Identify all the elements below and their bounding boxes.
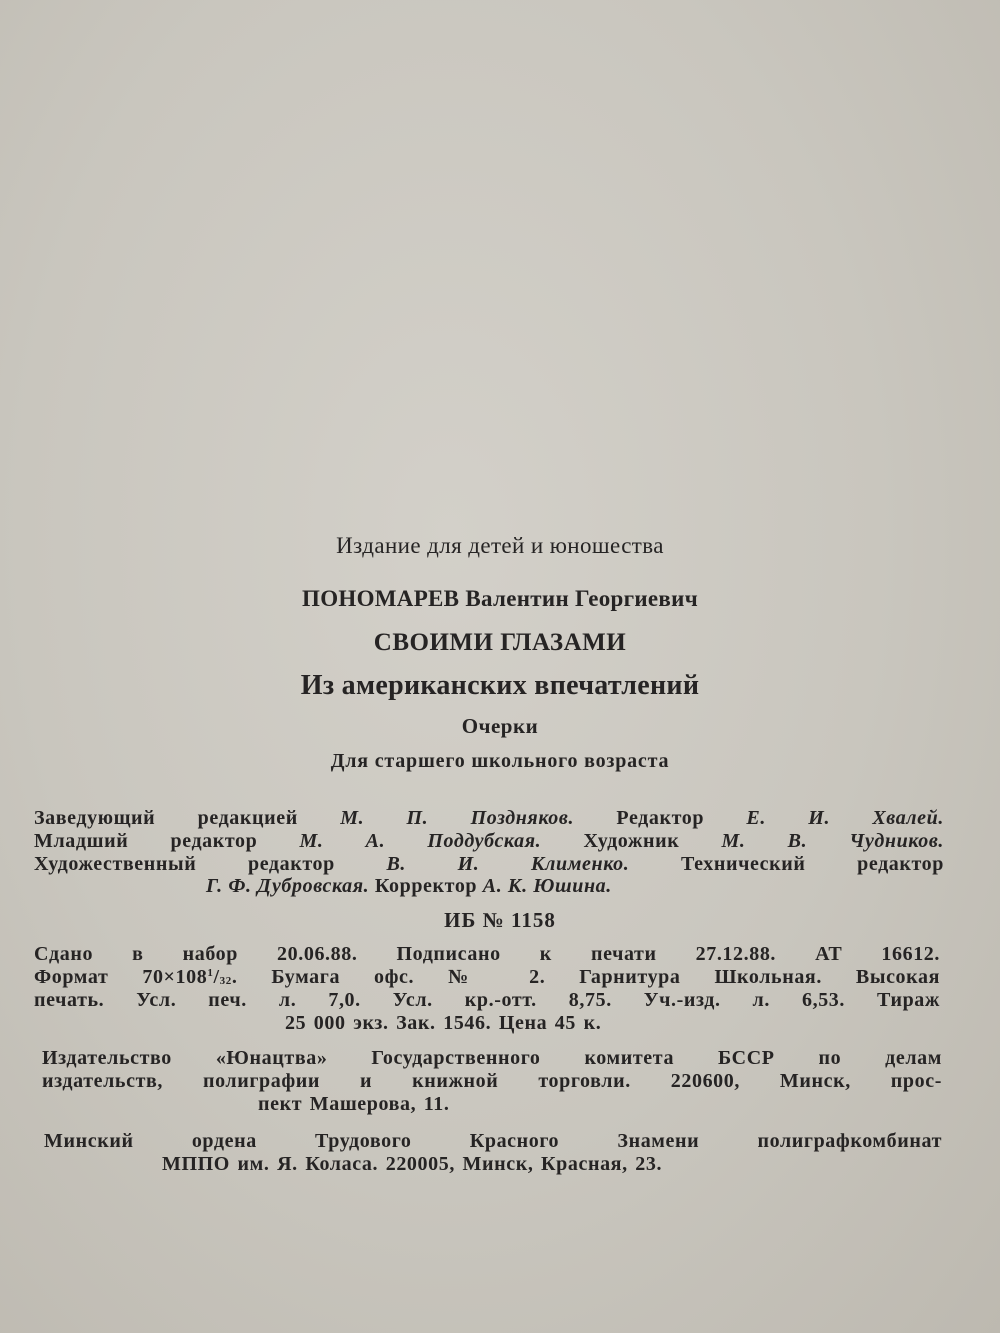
credits-role: Корректор xyxy=(374,875,478,897)
credits-line-4 xyxy=(206,876,612,896)
author-line xyxy=(0,587,1000,610)
credits-role: Редактор xyxy=(616,807,705,829)
publisher-line-2: издательств, полиграфии и книжной торговли. 220600, Минск, прос- xyxy=(42,1070,942,1092)
print-data-line-2: Формат $70\times 108^1/_{32}$. Бумага офс. № 2. Гарнитура Школьная. Высокая xyxy=(34,966,940,988)
credits-person: М. В. Чудников. xyxy=(721,830,945,852)
credits-person: А. К. Юшина. xyxy=(482,875,612,897)
book-title: СВОИМИ ГЛАЗАМИ xyxy=(373,629,627,656)
credits-role: Младший редактор xyxy=(34,830,258,852)
print-data-line-1: Сдано в набор 20.06.88. Подписано к печати 27.12.88. АТ 16612. xyxy=(34,943,940,965)
print-data-line-4: 25 000 экз. Зак. 1546. Цена 45 к. xyxy=(285,1012,602,1034)
print-data-line-3: печать. Усл. печ. л. 7,0. Усл. кр.-отт. 8,75. Уч.-изд. л. 6,53. Тираж xyxy=(34,989,940,1011)
ib-number: ИБ № 1158 xyxy=(444,908,556,932)
publisher-line-3: пект Машерова, 11. xyxy=(258,1093,450,1115)
format-label: Формат 70×108 xyxy=(34,966,208,988)
credits-role: Заведующий редакцией xyxy=(34,807,298,829)
publisher-line-1: Издательство «Юнацтва» Государственного комитета БССР по делам xyxy=(42,1047,942,1069)
author-given-names: Валентин Георгиевич xyxy=(465,586,698,611)
credits-person: Е. И. Хвалей. xyxy=(746,807,944,829)
credits-line-1 xyxy=(34,808,944,828)
format-fraction-numerator: 1 xyxy=(207,967,214,979)
credits-person: Г. Ф. Дубровская. xyxy=(206,875,370,897)
age-group: Для старшего школьного возраста xyxy=(330,750,670,772)
printer-line-1: Минский ордена Трудового Красного Знамени полиграфкомбинат xyxy=(44,1130,942,1152)
edition-note: Издание для детей и юношества xyxy=(336,533,664,558)
credits-line-3 xyxy=(34,854,944,874)
credits-role: Художник xyxy=(583,830,680,852)
credits-person: М. А. Поддубская. xyxy=(299,830,542,852)
paper-details: . Бумага офс. № 2. Гарнитура Школьная. Высокая xyxy=(231,966,940,988)
format-fraction-denominator: 32 xyxy=(219,975,232,987)
book-subtitle: Из американских впечатлений xyxy=(300,670,700,701)
credits-person: В. И. Клименко. xyxy=(386,853,630,875)
book-genre: Очерки xyxy=(461,714,539,738)
credits-role: Художественный редактор xyxy=(34,853,335,875)
author-surname: ПОНОМАРЕВ xyxy=(302,586,460,611)
credits-role: Технический редактор xyxy=(680,853,944,875)
printer-line-2: МППО им. Я. Коласа. 220005, Минск, Красная, 23. xyxy=(162,1153,663,1175)
credits-line-2 xyxy=(34,831,944,851)
credits-person: М. П. Поздняков. xyxy=(340,807,575,829)
